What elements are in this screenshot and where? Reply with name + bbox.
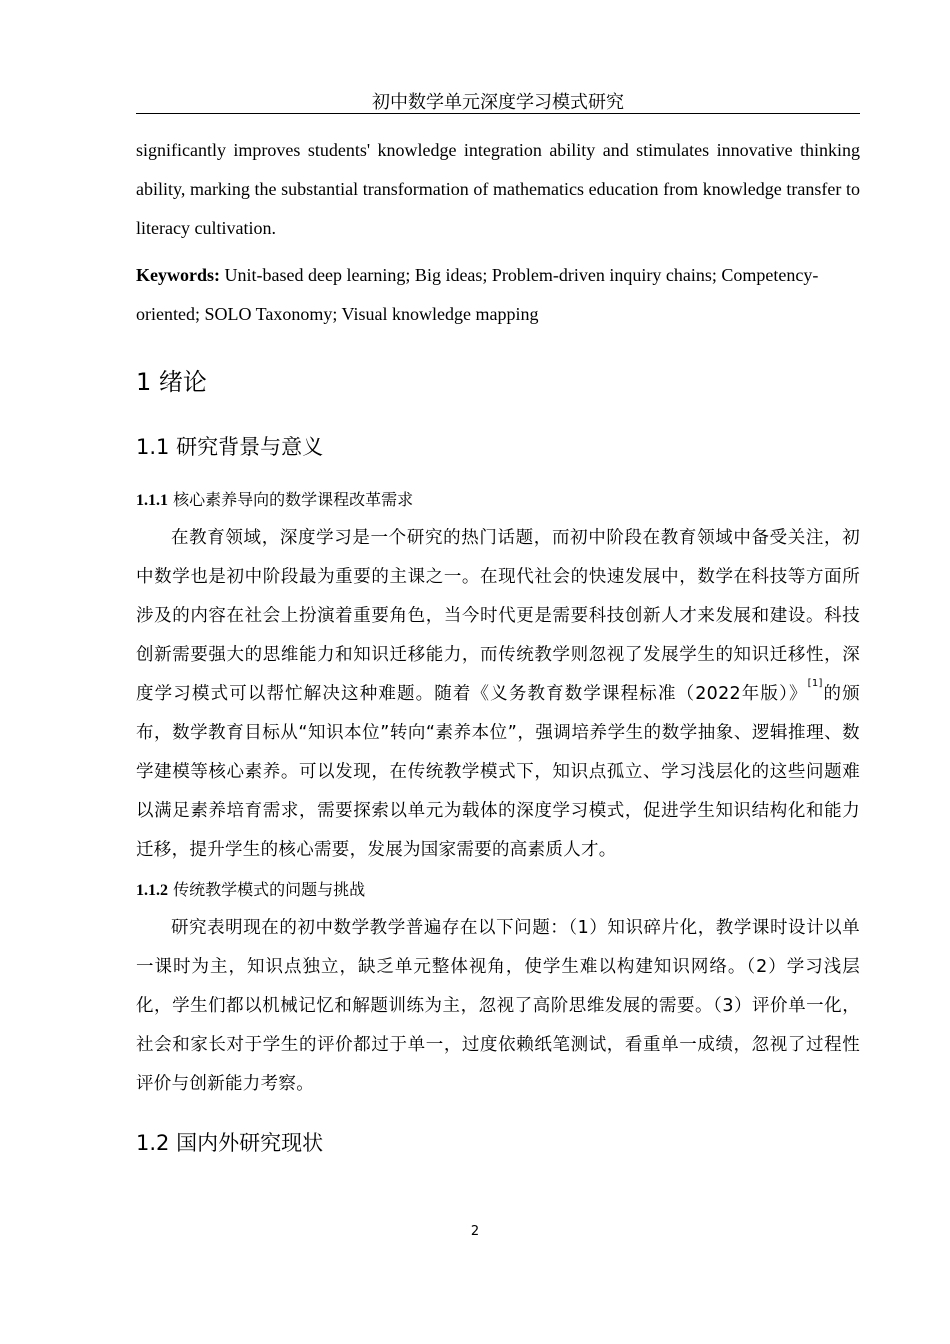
page-body <box>136 131 860 1160</box>
subsection-title: 传统教学模式的问题与挑战 <box>168 880 366 899</box>
keywords-text: Unit-based deep learning; Big ideas; Problem-driven inquiry chains; Competency-oriented; SOLO Taxonomy; Visual knowledge mapping <box>136 265 819 324</box>
body-paragraph-1-1-1 <box>136 519 860 870</box>
body-paragraph-1-1-2: 研究表明现在的初中数学教学普遍存在以下问题：（1）知识碎片化，教学课时设计以单一课时为主，知识点独立，缺乏单元整体视角，使学生难以构建知识网络。（2）学习浅层化，学生们都以机械记忆和解题训练为主，忽视了高阶思维发展的需要。（3）评价单一化，社会和家长对于学生的评价都过于单一，过度依赖纸笔测试，看重单一成绩，忽视了过程性评价与创新能力考察。 <box>136 918 860 1094</box>
paragraph-text-b: 的颁布，数学教育目标从“知识本位”转向“素养本位”，强调培养学生的数学抽象、逻辑推理、数学建模等核心素养。可以发现，在传统教学模式下，知识点孤立、学习浅层化的这些问题难以满足素养培育需求，需要探索以单元为载体的深度学习模式，促进学生知识结构化和能力迁移，提升学生的核心需要，发展为国家需要的高素质人才。 <box>136 684 861 860</box>
abstract-paragraph: significantly improves students' knowledge integration ability and stimulates innovative thinking ability, marking the substantial transformation of mathematics education from knowledge transfer to literacy cultivation. <box>136 140 860 238</box>
chapter-heading: 1 绪论 <box>136 368 207 396</box>
paragraph-text-a: 在教育领域，深度学习是一个研究的热门话题，而初中阶段在教育领域中备受关注，初中数学也是初中阶段最为重要的主课之一。在现代社会的快速发展中，数学在科技等方面所涉及的内容在社会上扮演着重要角色，当今时代更是需要科技创新人才来发展和建设。科技创新需要强大的思维能力和知识迁移能力，而传统教学则忽视了发展学生的知识迁移性，深度学习模式可以帮忙解决这种难题。随着《义务教育数学课程标准（2022年版）》 <box>136 528 860 704</box>
section-heading-1-1: 1.1 研究背景与意义 <box>136 435 324 459</box>
keywords-line <box>136 248 860 334</box>
subsection-number: 1.1.1 <box>136 492 168 509</box>
citation-ref[interactable]: [1] <box>807 678 823 689</box>
subsection-heading-1-1-1 <box>136 486 860 515</box>
subsection-number: 1.1.2 <box>136 882 168 899</box>
header-rule <box>136 113 860 114</box>
page-number: 2 <box>470 1224 480 1239</box>
running-header: 初中数学单元深度学习模式研究 <box>372 92 624 113</box>
subsection-title: 核心素养导向的数学课程改革需求 <box>168 490 414 509</box>
subsection-heading-1-1-2 <box>136 876 860 905</box>
keywords-label: Keywords: <box>136 265 220 285</box>
section-heading-1-2: 1.2 国内外研究现状 <box>136 1131 324 1155</box>
